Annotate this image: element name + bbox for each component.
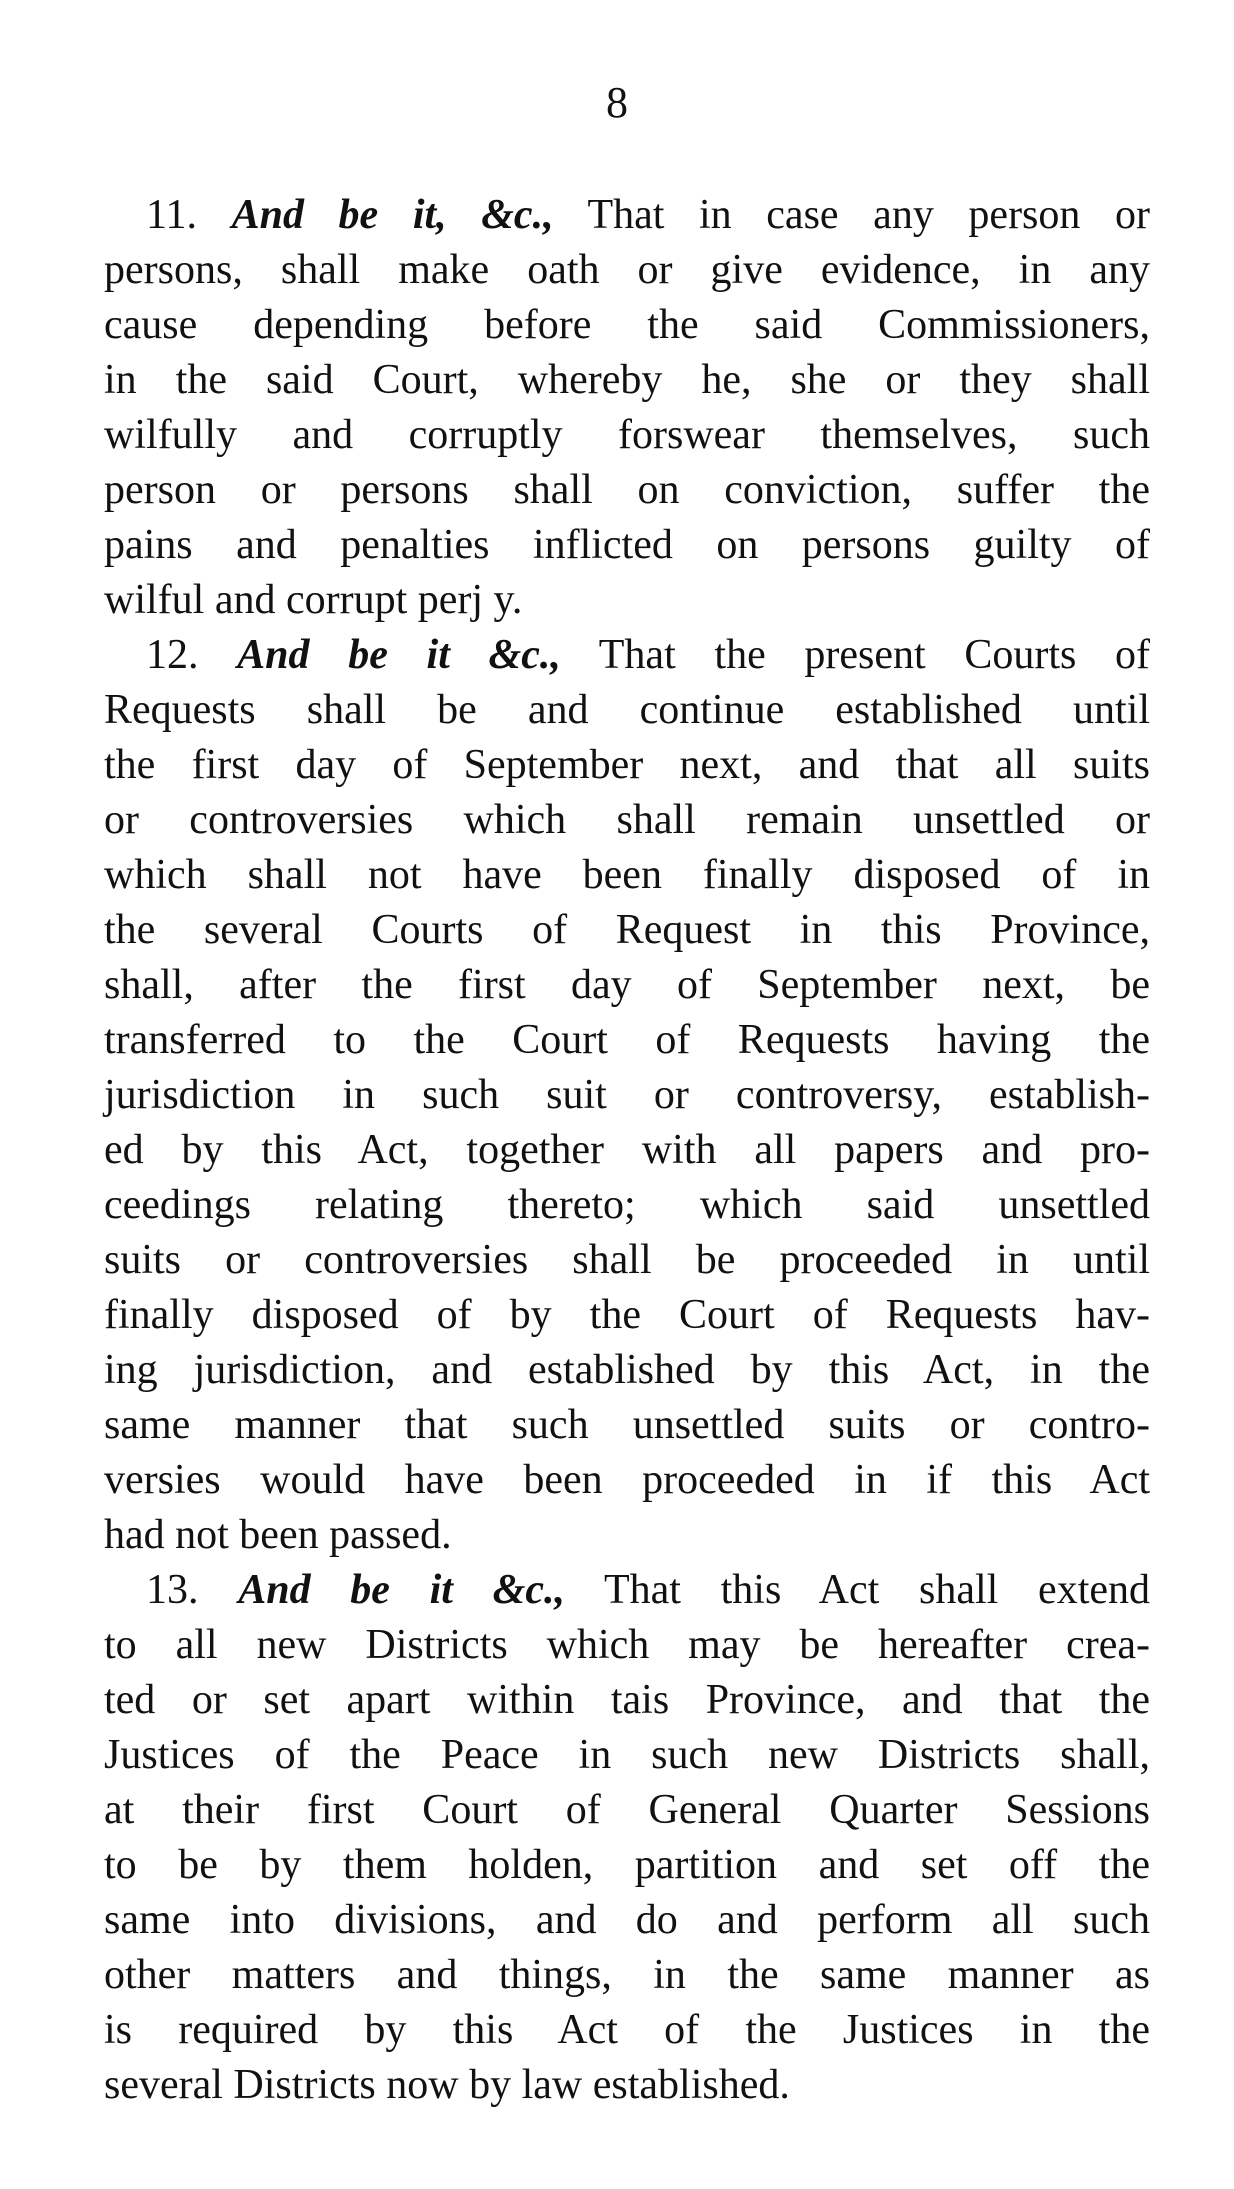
text-line: same manner that such unsettled suits or contro- xyxy=(104,1402,1150,1448)
text-line: to be by them holden, partition and set off the xyxy=(104,1842,1150,1888)
text-line: Requests shall be and continue established until xyxy=(104,687,1150,733)
text-line: versies would have been proceeded in if this Act xyxy=(104,1457,1150,1503)
text-line: suits or controversies shall be proceeded in until xyxy=(104,1237,1150,1283)
text-line: at their first Court of General Quarter Sessions xyxy=(104,1787,1150,1833)
text-line: is required by this Act of the Justices in the xyxy=(104,2007,1150,2053)
text-line: ed by this Act, together with all papers and pro- xyxy=(104,1127,1150,1173)
text-line: cause depending before the said Commissioners, xyxy=(104,302,1150,348)
section-11 xyxy=(104,188,1150,628)
section-12 xyxy=(104,628,1150,1563)
body-text xyxy=(104,188,1150,2113)
text-line: ing jurisdiction, and established by this Act, in the xyxy=(104,1347,1150,1393)
section-number: 13. xyxy=(146,1567,199,1613)
text-line: several Districts now by law established. xyxy=(104,2062,790,2108)
page-number: 8 xyxy=(606,78,628,127)
text-line: in the said Court, whereby he, she or they shall xyxy=(104,357,1150,403)
line-text: That the present Courts of xyxy=(598,632,1150,678)
text-line xyxy=(104,628,1150,683)
text-line: shall, after the first day of September next, be xyxy=(104,962,1150,1008)
text-line: persons, shall make oath or give evidence, in any xyxy=(104,247,1150,293)
section-number: 12. xyxy=(146,632,199,678)
text-line xyxy=(104,1563,1150,1618)
enacting-words: And be it, &c., xyxy=(231,192,554,238)
text-line xyxy=(104,188,1150,243)
text-line: other matters and things, in the same manner as xyxy=(104,1952,1150,1998)
text-line: wilfully and corruptly forswear themselves, such xyxy=(104,412,1150,458)
text-line: ceedings relating thereto; which said unsettled xyxy=(104,1182,1150,1228)
text-line: same into divisions, and do and perform all such xyxy=(104,1897,1150,1943)
text-line: finally disposed of by the Court of Requests hav- xyxy=(104,1292,1150,1338)
enacting-words: And be it &c., xyxy=(237,632,561,678)
text-line: ted or set apart within tais Province, and that the xyxy=(104,1677,1150,1723)
text-line: pains and penalties inflicted on persons guilty of xyxy=(104,522,1150,568)
line-text: That this Act shall extend xyxy=(603,1567,1150,1613)
text-line: which shall not have been finally disposed of in xyxy=(104,852,1150,898)
section-number: 11. xyxy=(146,192,197,238)
text-line: person or persons shall on conviction, suffer the xyxy=(104,467,1150,513)
text-line: to all new Districts which may be hereafter crea- xyxy=(104,1622,1150,1668)
text-line: wilful and corrupt perj y. xyxy=(104,577,523,623)
section-13 xyxy=(104,1563,1150,2113)
text-line: the several Courts of Request in this Province, xyxy=(104,907,1150,953)
text-line: Justices of the Peace in such new Districts shall, xyxy=(104,1732,1150,1778)
text-line: jurisdiction in such suit or controversy, establish- xyxy=(104,1072,1150,1118)
line-text: That in case any person or xyxy=(587,192,1150,238)
text-line: or controversies which shall remain unsettled or xyxy=(104,797,1150,843)
text-line: transferred to the Court of Requests having the xyxy=(104,1017,1150,1063)
enacting-words: And be it &c., xyxy=(238,1567,565,1613)
text-line: had not been passed. xyxy=(104,1512,452,1558)
text-line: the first day of September next, and that all suits xyxy=(104,742,1150,788)
